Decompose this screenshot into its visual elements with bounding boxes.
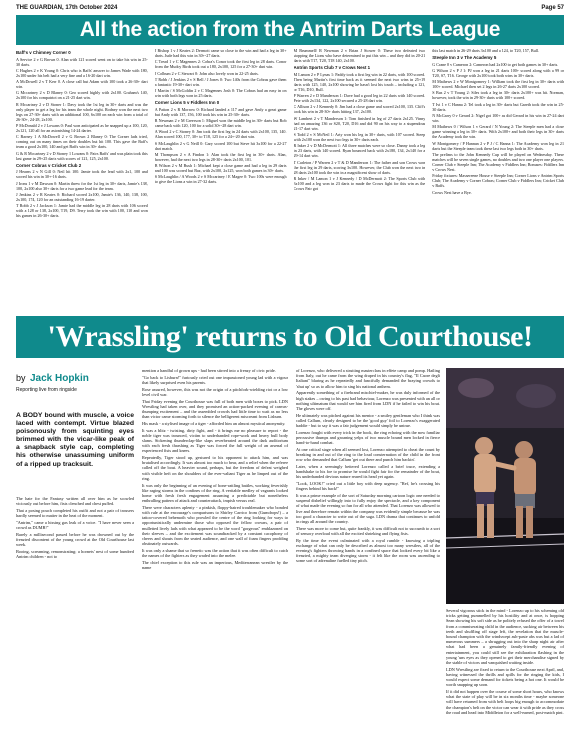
match-result: Friday fixtures: Massereene House v Steeple Inn; Corner Lions v Antrim Sports Club; The Academy v Corner Cobras; Corner Club v Fiddlers Inn; Cricket Club v Baffs. (432, 173, 564, 189)
story-paragraph: Lorenzo fought with every trick in the book, the ring echoing with the now familiar percussive thumps and groaning yelps of two muscle bound men locked in fierce hand-to-hand combat. (296, 429, 440, 446)
match-result: A Wood 2 v C Stoney 0: Jim took the first leg in 24 darts with 2x100, 135, 140. Alan scored 100, 177, 30+ to T18, 125 for a 24+-20 dart win. (154, 129, 287, 140)
match-result: R Inker 2 v D McDermott 1: All three matches were so close. Danny took a leg in 23 darts, with 140 scored. Ryan bounced back with 2x180, 134, 2x140 for a 29-14 dart win. (293, 143, 426, 159)
match-result: T Ivi 1 v C Hanna 2: Tel took a leg in 30+ darts but Gareth took the win in 25-30 darts. (432, 101, 564, 112)
story-paragraph: It was a prime example of the sort of Saturday morning cartoon logic one needed to suspend disbelief willingly into to fully enjoy the spectacle, and a key component of what made the evening so fun for all who attended. That Lorenzo was allowed to live and therefore remain within the company was evidently simple because he was too good a character to write out of the saga. LDN drama that continues to unfold in rings all around the country. (296, 492, 440, 524)
story-column-2 (142, 368, 288, 732)
page-number: Page 57 (541, 5, 564, 11)
byline-prefix: by (16, 373, 26, 383)
publication-date: THE GUARDIAN, 17th October 2024 (16, 5, 118, 11)
story-paragraph: The chief exception to this rule was an imperious, Mediterranean wrestler by the name (142, 559, 288, 571)
story-paragraph: Later, when a seemingly bettered Lorenzo called a brief truce, extending a handshake to his foe to promise he would fight fair for the remainder of the bout, his underhanded devious nature reared its head yet again. (296, 463, 440, 480)
match-result: S McLaughlin / A Woods 2 v S Mccartney / E Magee 0: Two 100s were enough to give the Lions a win in 27-32 darts. (154, 174, 287, 185)
story-paragraph: "Look, LOOK!" cried out a little boy with deep urgency. "Ref, he's crossing his fingers behind his back!" (296, 481, 440, 492)
darts-title: All the action from the Antrim Darts League (79, 18, 501, 41)
match-result: J Irons 1 v M Dawson 0: Martin threw for the 1st leg in 30+ darts, Jamie's 138, 100, 2x100 also 30+ darts for a two game lead for the team. (16, 180, 148, 191)
match-result: T Carleton / P Warren 2 v T & D Manderson 1: The father and son Crows won the first leg in 29 darts, scoring 3x100. However, the Club won the next two in 28 darts 2x100 took the win in a magnificent show of darts. (293, 159, 426, 175)
story-paragraph: The hate for the Fantasy written all over him as he scowled viciously out before him, fists clenched and chest puffed. (16, 496, 134, 507)
darts-results (16, 48, 564, 310)
match-result: M Thompson 2 v A Findon 1: Alan took the first leg in 30+ darts. Alan, however, had the next two legs in 28-30+ darts 2x100, 101. (154, 151, 287, 162)
match-result: R Newman 2 v M Greerson 1: Miguel won the middle leg in 30+ darts but Rob came back with 120, 100 for a solid 30+-28 dart win. (154, 118, 287, 129)
page-header (0, 0, 580, 13)
story-paragraph: Repeatedly, Tiger stood up, gestured to his opponent to attack him, and was brutalised accordingly. It was almost too much to bear, and a relief when the referee called off the bout. A heavier sound, perhaps, but the freedom of defeat weighed with visible heft on the shoulders of the ever-valiant Tiger as he limped out of the ring. (142, 455, 288, 481)
match-result: J Martin / S McGoldin 2 v C Magennes Josh 0: The Cobras had an easy in on win with both legs won in 25 darts. (154, 88, 287, 99)
story-column-3 (296, 368, 440, 732)
match-result: C Allison 2 v J Kennedy 0: Jim had a close game and scored 2x100, 135. Cliff's took his win in 28-30+ darts hitting 137, 2x100. (293, 104, 426, 115)
match-result: C Barney 1 A McDowell 2 v G Brown 2 Blaney 0: The Corner lads tried, coming out on many times on their doubles but hit 100. This gave the Baff's team a good 2x100, 140 and get Baffs win in 30+ darts. (16, 134, 148, 150)
match-result: R Inker / M Lamon 1 v J Kennedy / D McDermott 2: The Sports Club with 3x100 and a leg won in 23 darts to made the Crows fight for this win as the Crows Pair got (293, 175, 426, 191)
story-paragraph: Rose assured, however, this was not the origin of a pitchfork-wielding riot or a low level civil war. (142, 386, 288, 397)
match-result: P Warren 2 v D Manderson 1: Dave had a good leg in 22 darts with 140 scored. Pete with 2x134, 122, 2x100 secured a 25-28 dart win. (293, 93, 426, 104)
wrestling-story (16, 364, 564, 732)
match-result: T Robb 2 v J Jackson 1: Jamie had the middle leg in 28 darts with 106 scored with a 128 or 138, 2x100, T19, D9. Terry took the win with 100, 110 and won his games in 26-30+ darts. (16, 203, 148, 219)
author-name: Jack Hopkin (29, 373, 89, 384)
match-result: C Tread 1 v C Magennes 2: Cobra's Conor took the first leg in 28 darts. Conor from the Mudcy Birds took out a 180, 2x100, 125 for a 27-30+ dart win. (154, 59, 287, 70)
match-result: P McDonald 2 v J Lowans 0: Paul won anticipated as he snapped up a 100, 120, 2x121, 120 all for an astonishing 14-24 darter. (16, 123, 148, 134)
story-paragraph: There was more to come but, quite frankly, it was difficult not to succumb to a sort of sensory overload with all the excited shrieking and flying fists. (296, 525, 440, 536)
story-paragraph: Apparently something of a firebrand mischief-maker, he was duly informed of the high stakes – owing to his past bad behaviour, Lorenzo was presented with an all or nothing ultimatum that would see him fired from LDN if he failed to win his bout. The gloves were off. (296, 390, 440, 411)
darts-column (155, 48, 287, 310)
match-result: A Service 2 v G Brown 0. Alan with 121 scored went on to take his win in 25-30 darts. (16, 56, 148, 67)
wrestlers-image (446, 368, 564, 604)
story-paragraph: His mask - a stylised image of a tiger - afforded him an almost mystical anonymity. (142, 420, 286, 426)
match-result: M Lamon 2 v P Lynas 1: Paddy took a first leg win in 22 darts, with 100 scored. Then being Martin's first time back as it seemed the next two wins in 25+19 darts with 125, 140, 2x100 showing he hasn't lost his touch – including a 121, or T16, D10, Bull. (293, 71, 426, 92)
match-result: J Colbum 2 v C Stewart 0: John also lovely won in 22-25 darts. (154, 70, 259, 76)
match-result: S McLaughlin 2 v G Neill 0: Gary scored 100 but Steve hit 3x100 for a 22-27 dart match. (154, 140, 287, 151)
lead-paragraph: A BODY bound with muscle, a voice laced with contempt. Virtue blazed poisonously from squinting eyes brimmed with the vicar-like peak of a snapback style cap, completing his otherwise unassuming uniform of a ripped up tracksuit. (16, 412, 134, 468)
match-result: N McGarry 0 v Gerard 2: Nigel got 100+ as did Gerard in his win in 27-24 dart win. (432, 112, 564, 123)
match-result: C Hughes 2 v K Young 0: Chris who is Baffs' answer to James Wade with 180, 2x100 under his belt had a very fine and a 16-20 dart win. (16, 67, 148, 78)
match-result: M Mathews 0 / Wilson 1 v Gerard / N Young 2: The Steeple men had a close game winning a leg in 30+ darts. With 2x100+ and both their legs in 30+ darts the Academy took the win. (432, 124, 564, 140)
match-result: S Todd 2 v S McNeil 1: Arty won his leg in 30+ darts, with 107 scored. Steep with 2x100 won the next two legs in 30+ darts each. (293, 131, 426, 142)
story-paragraph: mention a handful of grown ups - had been stirred into a frenzy of civic pride. (142, 368, 276, 373)
match-heading: Corner Cobras v Cricket Club 2 (16, 162, 82, 168)
match-result: J Hearns 2 v N Gill 0: Neil hit 100. Jamie took the lead with 2x1, 100 and scored his win in 30+-16 darts. (16, 169, 148, 180)
story-banner (16, 316, 564, 358)
match-result: M Brummell/ R Newman 2 v Brian J Stower 0: These two defeated two stopping the Lions who have determined to put this win – and they did in 20-21 darts with T17, T20, T18 140, 2x100. (293, 48, 426, 64)
story-column-1 (16, 496, 134, 728)
story-paragraph: "Go back to Lisburn!" furiously cried out one impassioned young lad with a vigour that likely surprised even his parents. (142, 374, 288, 385)
story-paragraph: "Antrim," came a hissing gas leak of a voice. "I have never seen a crowd as DUMB!" (16, 519, 134, 531)
match-result: G & R Mccartney 2 v D Stoney 1 Lowans 0: Pairs Baffs' and was plain took this last game in 29+25 darts with scores of 121, 125, 2x100. (16, 150, 148, 161)
match-result: A McDowell 2 v T Kerr 0. A close call but Adam with 100 took a 26-30+ dart win. (16, 79, 148, 90)
story-paragraph: Barely a millisecond passed before he was drowned out by the frenzied discontent of the young crowd at the Old Courthouse last week. (16, 531, 134, 548)
darts-column (432, 48, 564, 310)
story-paragraph: It was only the beginning of an evening of bone-rattling battles, working feverishly like raging storms in the confines of the ring. A veritable medley of vagrants looked home with fresh fresh engagement assuming a predictable but nonetheless enthralling pattern of attack and counterattack, impish versus real. (142, 482, 288, 504)
story-paragraph: It was a blitz - twisting, dirty fight, and - it brings me no pleasure to report - the noble tiger was trounced, victim to underhanded rope-work and heavy bull body slams. Sickening thunderclap-like slaps reverberated around the dark auditorium with each fresh thrashing as Tiger was forced the full weight of an arsenal of experienced fists and knees. (142, 427, 288, 454)
darts-column (294, 48, 426, 310)
match-result: G Wilson 2 v P J 1: PJ won a leg in 21 darts 100+ scored along with a 99 or T20, S7, T16. George with 2x100 took both wins in 30+ darts. (432, 67, 564, 78)
story-paragraph: Booing, screaming, remonstrating; a hornets' nest of some hundred Antrim children - not to (16, 548, 134, 560)
story-paragraph: That Friday evening the Courthouse was full of both men with boxes to pick. LDN Wrestling had taken over, and they promised an action-packed evening of canvas-thumping excitement – and the assembled crowds had little time to wait as no less than victor came storming forth to silence the belligerent miscreant from Lisburn. (142, 398, 288, 420)
author-role: Reporting live from ringside (16, 387, 77, 393)
match-heading: Antrim Sports Club 7 v Crows Nest 1 (293, 65, 371, 71)
wrestling-photo (446, 368, 564, 604)
match-heading: Steeple Inn 3 v The Academy 5 (432, 55, 497, 61)
match-result: J Bishop 1 v J Keates 2: Dermott came so close to the win and had a leg in 30+ darts. Jude had this win in 30+-27 darts. (154, 48, 287, 59)
match-heading: Corner Lions 5 v Fiddlers Inn 0 (154, 100, 220, 106)
photo-caption-text (446, 608, 564, 726)
match-result: T Robb / J Jenkins 2 v S Bell / J Jones 0: Two 140s from the Cobras gave them a fantastic 19-30+ dart win. (154, 76, 287, 87)
match-result: Crows Nest have a Bye. (432, 189, 472, 195)
story-paragraph: of Lorenzo, who delivered a strutting masterclass in effete camp and pomp. Hailing from Italy, out he came from the wing draped in his country's flag, "Il Caore degli Italiani" blaring as he repeatedly and fancifully demanded the braying crowds to 'shut up' so as to allow him to sing his national anthem. (296, 368, 440, 389)
story-paragraph: There were characters aplenty - a pinkish, floppy-haired troublemaker who bonded with rule at the encourage's comparisons to Shirley Carrico from (Gumdrops!) – a tattoo-covered behemoth who prowled the centre of the ring looking for ways to opportunistically undermine those who opposed the fellow crowns, a pair of mulletted lively lads with what appeared to be the word "gorgeous" emblazoned on their sleeves – and the excitement was soundtracked by a constant cacophony of cheers and shouts from the seated audience, and one wall of foam fingers prodding obstinately outwards. (142, 504, 288, 547)
darts-banner (16, 15, 564, 45)
match-result: R Mccartney 2 v D Stoner 1: Davy took the 1st leg in 30+ darts and was the only player to get a leg for his team the whole night. Rodney won the next two legs on 27-30+ darts with an additional 100, 6x100 on each win from a total of 26-30+, 24-28, 2x100. (16, 101, 148, 122)
match-result: W Montgomery / P Hannan 2 v P J / C Hanna 1: The Academy won leg in 21 darts but the Steeple team took these last two legs both in 30+ darts. (432, 140, 564, 151)
story-paragraph: By the time the event culminated with a royal rumble - knowing a tripling exchange of what can only be described as almost too many wrestlers, all of the evening's fighters throwing hands in a confined space that looked every bit like a frenzied, a mighty team diverging storm - it felt like the room was ascending to some sort of adrenaline fuelled tiny pitch. (296, 537, 440, 564)
match-result: this last match in 26-29 darts 3x100 and a 124, to T20, 157, Bull. (432, 48, 539, 53)
match-heading: Baff's v Chimney Corner 0 (16, 50, 71, 55)
story-paragraph: That a posing pouch completed his outfit and not a pair of trousers hardly seemed to matter in the heat of the moment. (16, 507, 134, 519)
story-paragraph: It was only a shame that so frenetic was the action that it was often difficult to catch the names of the fighters as they waded into the melee. (142, 548, 288, 559)
match-result: S Bus 2 v T Young 2: Siles took a leg in 30+ darts 2x100+ was hit. Norman, however, took the win in 29-30+ darts with 100+ scored. (432, 90, 564, 101)
darts-column (16, 48, 148, 310)
match-result: B Wilson 2 v M Bush 1: Michael kept a close game and had a leg in 29 darts and 100 was scored but Baz, with 2x100, 2x125, won both games in 30+ darts. (154, 163, 287, 174)
match-result: The prelims to the John Kennedy Cup will be played on Wednesday. These matches will be seven single games, no doubles and two one player one players. Corner Club v Steeple Inn; The Academy v Fiddlers Inn; Bonuses: Fiddlers Inn v Crows Nest. (432, 151, 564, 172)
match-result: M Mathews 2 v W Montgomery 1: William took the first leg in 30+ darts with 100+ scored. Michael then set 2 legs in 26-27 darts 2x100 scored. (432, 79, 564, 90)
story-headline: 'Wrassling' returns to Old Courthouse! (47, 320, 533, 353)
match-result: G Crane 0 v Cameron 2: Cameron had 2x100 to get both games in 30+ darts. (432, 61, 559, 67)
story-paragraph: At one critical stage when all seemed lost, Lorenzo attempted to cheat the count by breaking in and out of the ring to the loud consternation of the child in the front row who demanded that Callum 'get out there and punch him backin'. (296, 446, 440, 463)
story-paragraph: He ultimately was pitched against his mentor - a smiley gentleman who I think was called Callum, clearly designed to be the 'good guy' foil to Lorenzo's exaggerated baddie - but to say it was a fair judgement would simply be untrue. (296, 412, 440, 429)
match-result: W Lambert 2 v T Manderson 1: Tom finished in leg of 27 darts 2x125. Vinny had an amazing 136 or S20, T20, D16 and did 90 on his way to a stupendous 21-17 dart win. (293, 115, 426, 131)
match-result: G Mccartney 2 v D Blaney 0: Geo scored highly with 2x100. Graham's 140, 2x100 for his compatriot on a 21-25 dart win. (16, 90, 148, 101)
match-result: J Jenkins 2 v R Keates 0: Richard scored 2x100, Jamie's 136, 140, 138, 100, 2x100, 174, 120 for an outstanding 16-19 darter. (16, 191, 148, 202)
caption-paragraph: If it did not happen over the course of some short hours, who knows what the state of play will be in six months time - maybe someone will have returned from with belt loops big enough to accommodate the champion's belt on the victor can wear it with pride as they cross the road and head into Middleton for a well-earned, post-match pint. (446, 689, 564, 715)
caption-paragraph: Several vigorous stick in the mind - Lorenzo up to his scheming old tricks getting pummelled by his hostility and at once, is hopping Sean showing his soft side as he politely refused the offer of a towel from a commiserating child in the audience, sucking air between his teeth and shuffling off stage left, the revelation that the muscle-bound champion with the windswept ash-paste abs was but a lad of numerous summers – a shrugging out into the sharp night air after what had been a genuinely family-friendly evening of entertainment, you could still see the exhilaration flashing in the young 'uns eyes as they opened to get their merchandise signed by the stable of victors and vanquished waiting inside. (446, 608, 564, 666)
byline (16, 368, 134, 404)
caption-paragraph: LDN Wrestling are fixed to return to the Courthouse next April, and, having witnessed the thrills and spills for the ringing the kids, I would expect some demand for tickets being a hot one. It would be worth snapping up soon. (446, 666, 564, 688)
match-result: A Patton 2 v R Morrow 0: Richard landed a 117 and gave Andy a great game but Andy with 137, 156, 100 took his win in 25-30+ darts. (154, 106, 287, 117)
